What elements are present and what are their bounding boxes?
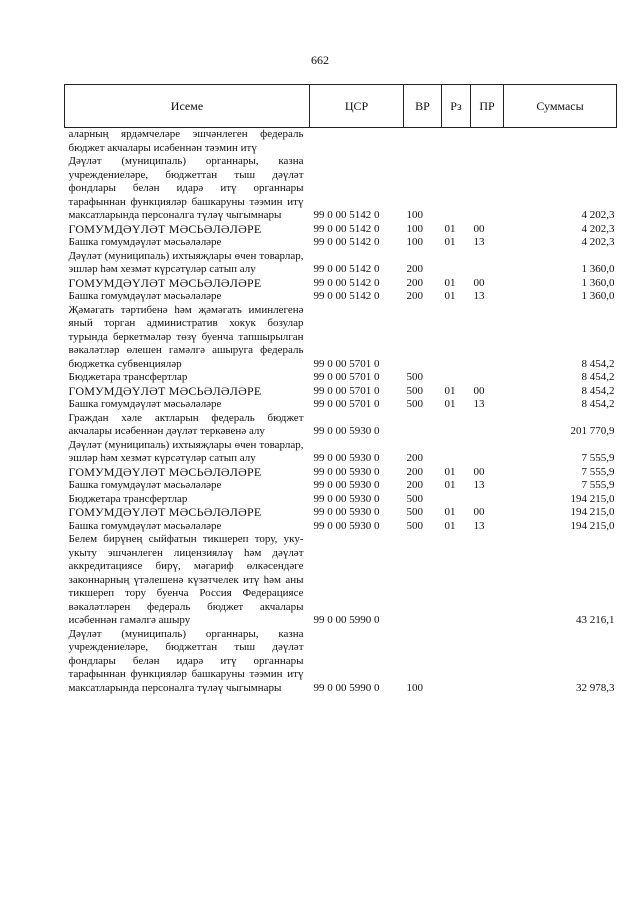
cell-pr bbox=[471, 412, 504, 439]
cell-pr bbox=[471, 628, 504, 696]
cell-sum: 8 454,2 bbox=[581, 371, 615, 383]
cell-csr: 99 0 00 5930 0 bbox=[313, 506, 380, 518]
cell-rz: 01 bbox=[444, 290, 456, 302]
cell-vr: 100 bbox=[406, 681, 423, 694]
cell-pr bbox=[471, 371, 504, 385]
cell-rz: 01 bbox=[444, 519, 456, 532]
table-row bbox=[65, 236, 617, 250]
cell-rz: 01 bbox=[444, 506, 456, 518]
cell-vr bbox=[404, 304, 442, 372]
cell-sum: 194 215,0 bbox=[570, 506, 615, 518]
cell-pr: 13 bbox=[473, 236, 485, 248]
cell-name: Дәүләт (муниципаль) органнары, казна учреждениеләре, бюджеттан тыш дәүләт фондлары белән идарә итү органнары тарафыннан функцияләр башкаруны тәэмин итү максатларында персоналга түләү чыгымнары bbox=[68, 155, 304, 221]
cell-vr: 200 bbox=[406, 452, 423, 464]
cell-csr: 99 0 00 5701 0 bbox=[313, 371, 380, 383]
table-row bbox=[65, 533, 617, 628]
cell-vr: 500 bbox=[406, 398, 423, 410]
cell-vr: 200 bbox=[406, 276, 423, 289]
cell-sum: 8 454,2 bbox=[581, 357, 615, 370]
cell-pr bbox=[471, 128, 504, 156]
cell-vr: 500 bbox=[406, 519, 423, 532]
cell-csr: 99 0 00 5990 0 bbox=[313, 614, 380, 626]
cell-csr bbox=[310, 128, 404, 156]
cell-name: ГОМУМДӘҮЛӘТ МӘСЬӘЛӘЛӘРЕ bbox=[68, 464, 262, 479]
cell-sum: 4 202,3 bbox=[581, 236, 615, 248]
cell-name: Бюджетара трансфертлар bbox=[68, 371, 188, 383]
cell-sum: 1 360,0 bbox=[581, 276, 615, 289]
cell-rz: 01 bbox=[444, 465, 456, 478]
cell-rz bbox=[442, 155, 471, 223]
cell-vr: 100 bbox=[406, 222, 423, 235]
cell-vr: 500 bbox=[406, 384, 423, 397]
cell-pr: 13 bbox=[473, 398, 485, 410]
cell-csr: 99 0 00 5142 0 bbox=[313, 236, 380, 248]
cell-pr bbox=[471, 155, 504, 223]
cell-vr: 500 bbox=[406, 506, 423, 518]
cell-rz bbox=[442, 250, 471, 277]
column-header-vr: ВР bbox=[404, 85, 442, 128]
cell-pr: 00 bbox=[473, 465, 485, 478]
cell-csr: 99 0 00 5142 0 bbox=[313, 276, 380, 289]
table-row bbox=[65, 628, 617, 696]
cell-name: Дәүләт (муниципаль) органнары, казна учреждениеләре, бюджеттан тыш дәүләт фондлары белән идарә итү органнары тарафыннан функцияләр башкаруны тәэмин итү максатларында персоналга түләү чыгымнары bbox=[68, 627, 304, 694]
cell-csr: 99 0 00 5990 0 bbox=[313, 681, 380, 694]
cell-sum: 4 202,3 bbox=[581, 209, 615, 221]
cell-sum: 8 454,2 bbox=[581, 398, 615, 410]
cell-csr: 99 0 00 5142 0 bbox=[313, 290, 380, 302]
cell-rz bbox=[442, 628, 471, 696]
budget-table bbox=[64, 84, 617, 695]
cell-pr: 00 bbox=[473, 384, 485, 397]
cell-pr: 00 bbox=[473, 222, 485, 235]
table-header bbox=[65, 85, 617, 128]
cell-csr: 99 0 00 5701 0 bbox=[313, 398, 380, 410]
cell-name: ГОМУМДӘҮЛӘТ МӘСЬӘЛӘЛӘРЕ bbox=[68, 275, 262, 290]
table-row bbox=[65, 223, 617, 237]
cell-csr: 99 0 00 5701 0 bbox=[313, 357, 380, 370]
cell-csr: 99 0 00 5930 0 bbox=[313, 425, 380, 437]
cell-sum: 7 555,9 bbox=[581, 452, 615, 464]
cell-name: аларның ярдәмчеләре эшчәнлеген федераль бюджет акчалары исәбеннән тәэмин итү bbox=[68, 128, 304, 154]
cell-sum bbox=[504, 128, 617, 156]
cell-name: Граждан хәле актларын федераль бюджет акчалары исәбеннән дәүләт теркәвенә алу bbox=[68, 411, 304, 437]
cell-sum: 43 216,1 bbox=[576, 614, 615, 626]
cell-sum: 7 555,9 bbox=[581, 465, 615, 478]
cell-sum: 8 454,2 bbox=[581, 384, 615, 397]
cell-csr: 99 0 00 5930 0 bbox=[313, 479, 380, 491]
cell-vr: 500 bbox=[406, 492, 423, 505]
cell-pr bbox=[471, 250, 504, 277]
cell-rz bbox=[442, 128, 471, 156]
column-header-rz: Рз bbox=[442, 85, 471, 128]
cell-rz bbox=[442, 371, 471, 385]
column-header-sum: Суммасы bbox=[504, 85, 617, 128]
cell-rz: 01 bbox=[444, 479, 456, 491]
cell-csr: 99 0 00 5930 0 bbox=[313, 519, 380, 532]
cell-csr: 99 0 00 5930 0 bbox=[313, 452, 380, 464]
table-row bbox=[65, 466, 617, 480]
cell-csr: 99 0 00 5930 0 bbox=[313, 492, 380, 505]
cell-name: Җәмәгать тәртибенә һәм җәмәгать иминлегенә яный торган административ хокук бозулар турында беркетмәләр төзү буенча тапшырылган вәкаләтләр өлешен гамәлгә ашыруга федераль бюджетка субвенцияләр bbox=[68, 303, 304, 370]
cell-vr: 200 bbox=[406, 465, 423, 478]
cell-pr: 00 bbox=[473, 276, 485, 289]
cell-pr bbox=[471, 439, 504, 466]
page-number: 662 bbox=[311, 53, 329, 67]
cell-name: Башка гомумдәүләт мәсьәләләре bbox=[68, 519, 222, 532]
cell-rz bbox=[442, 533, 471, 628]
table-row bbox=[65, 398, 617, 412]
cell-name: Башка гомумдәүләт мәсьәләләре bbox=[68, 479, 222, 491]
cell-name: Башка гомумдәүләт мәсьәләләре bbox=[68, 290, 222, 302]
cell-sum: 194 215,0 bbox=[570, 492, 615, 505]
cell-pr: 13 bbox=[473, 519, 485, 532]
cell-sum: 32 978,3 bbox=[576, 681, 615, 694]
cell-name: ГОМУМДӘҮЛӘТ МӘСЬӘЛӘЛӘРЕ bbox=[68, 383, 262, 398]
cell-sum: 1 360,0 bbox=[581, 290, 615, 302]
column-header-csr: ЦСР bbox=[310, 85, 404, 128]
cell-vr: 100 bbox=[406, 236, 423, 248]
cell-rz: 01 bbox=[444, 398, 456, 410]
cell-name: Дәүләт (муниципаль) ихтыяҗлары өчен товарлар, эшләр һәм хезмәт күрсәтүләр сатып алу bbox=[68, 438, 304, 464]
cell-csr: 99 0 00 5930 0 bbox=[313, 465, 380, 478]
cell-csr: 99 0 00 5142 0 bbox=[313, 263, 380, 275]
table-row bbox=[65, 520, 617, 534]
cell-rz: 01 bbox=[444, 276, 456, 289]
cell-vr bbox=[404, 128, 442, 156]
cell-name: Бюджетара трансфертлар bbox=[68, 492, 188, 505]
cell-rz bbox=[442, 493, 471, 507]
cell-vr bbox=[404, 412, 442, 439]
cell-vr: 100 bbox=[406, 209, 423, 221]
cell-pr: 13 bbox=[473, 290, 485, 302]
cell-name: Белем бирүнең сыйфатын тикшереп тору, уку-укыту эшчәнлеген лицензияләү һәм дәүләт аккредитациясе бирү, мәгариф өлкәсендәге законнарның үтәлешенә күзәтчелек итү һәм аны тикшереп тору буенча Россия Федерациясе вәкаләтләрен федераль бюджет акчалары исәбеннән гамәлгә ашыру bbox=[68, 533, 304, 626]
table-body bbox=[65, 128, 617, 696]
cell-pr bbox=[471, 533, 504, 628]
cell-pr: 00 bbox=[473, 506, 485, 518]
cell-pr bbox=[471, 304, 504, 372]
cell-rz: 01 bbox=[444, 384, 456, 397]
cell-rz bbox=[442, 304, 471, 372]
cell-sum: 1 360,0 bbox=[581, 263, 615, 275]
cell-rz bbox=[442, 439, 471, 466]
cell-sum: 4 202,3 bbox=[581, 222, 615, 235]
table-row bbox=[65, 304, 617, 372]
column-header-name: Исеме bbox=[65, 85, 310, 128]
cell-pr: 13 bbox=[473, 479, 485, 491]
table-row bbox=[65, 439, 617, 466]
cell-rz: 01 bbox=[444, 222, 456, 235]
table-row bbox=[65, 371, 617, 385]
cell-sum: 194 215,0 bbox=[570, 519, 615, 532]
cell-vr: 200 bbox=[406, 263, 423, 275]
column-header-pr: ПР bbox=[471, 85, 504, 128]
cell-sum: 201 770,9 bbox=[570, 425, 615, 437]
table-row bbox=[65, 479, 617, 493]
cell-name: Башка гомумдәүләт мәсьәләләре bbox=[68, 398, 222, 410]
cell-csr: 99 0 00 5142 0 bbox=[313, 209, 380, 221]
cell-csr: 99 0 00 5701 0 bbox=[313, 384, 380, 397]
table-row bbox=[65, 290, 617, 304]
cell-name: Дәүләт (муниципаль) ихтыяҗлары өчен товарлар, эшләр һәм хезмәт күрсәтүләр сатып алу bbox=[68, 249, 304, 275]
table-row bbox=[65, 128, 617, 156]
table-row bbox=[65, 506, 617, 520]
table-row bbox=[65, 155, 617, 223]
table-row bbox=[65, 412, 617, 439]
cell-csr: 99 0 00 5142 0 bbox=[313, 222, 380, 235]
cell-vr: 200 bbox=[406, 290, 423, 302]
cell-name: Башка гомумдәүләт мәсьәләләре bbox=[68, 236, 222, 248]
table-row bbox=[65, 385, 617, 399]
table-row bbox=[65, 493, 617, 507]
cell-vr: 500 bbox=[406, 371, 423, 383]
cell-pr bbox=[471, 493, 504, 507]
table-row bbox=[65, 277, 617, 291]
cell-vr: 200 bbox=[406, 479, 423, 491]
cell-rz: 01 bbox=[444, 236, 456, 248]
cell-vr bbox=[404, 533, 442, 628]
cell-name: ГОМУМДӘҮЛӘТ МӘСЬӘЛӘЛӘРЕ bbox=[68, 505, 262, 519]
cell-sum: 7 555,9 bbox=[581, 479, 615, 491]
cell-rz bbox=[442, 412, 471, 439]
cell-name: ГОМУМДӘҮЛӘТ МӘСЬӘЛӘЛӘРЕ bbox=[68, 221, 262, 236]
table-row bbox=[65, 250, 617, 277]
